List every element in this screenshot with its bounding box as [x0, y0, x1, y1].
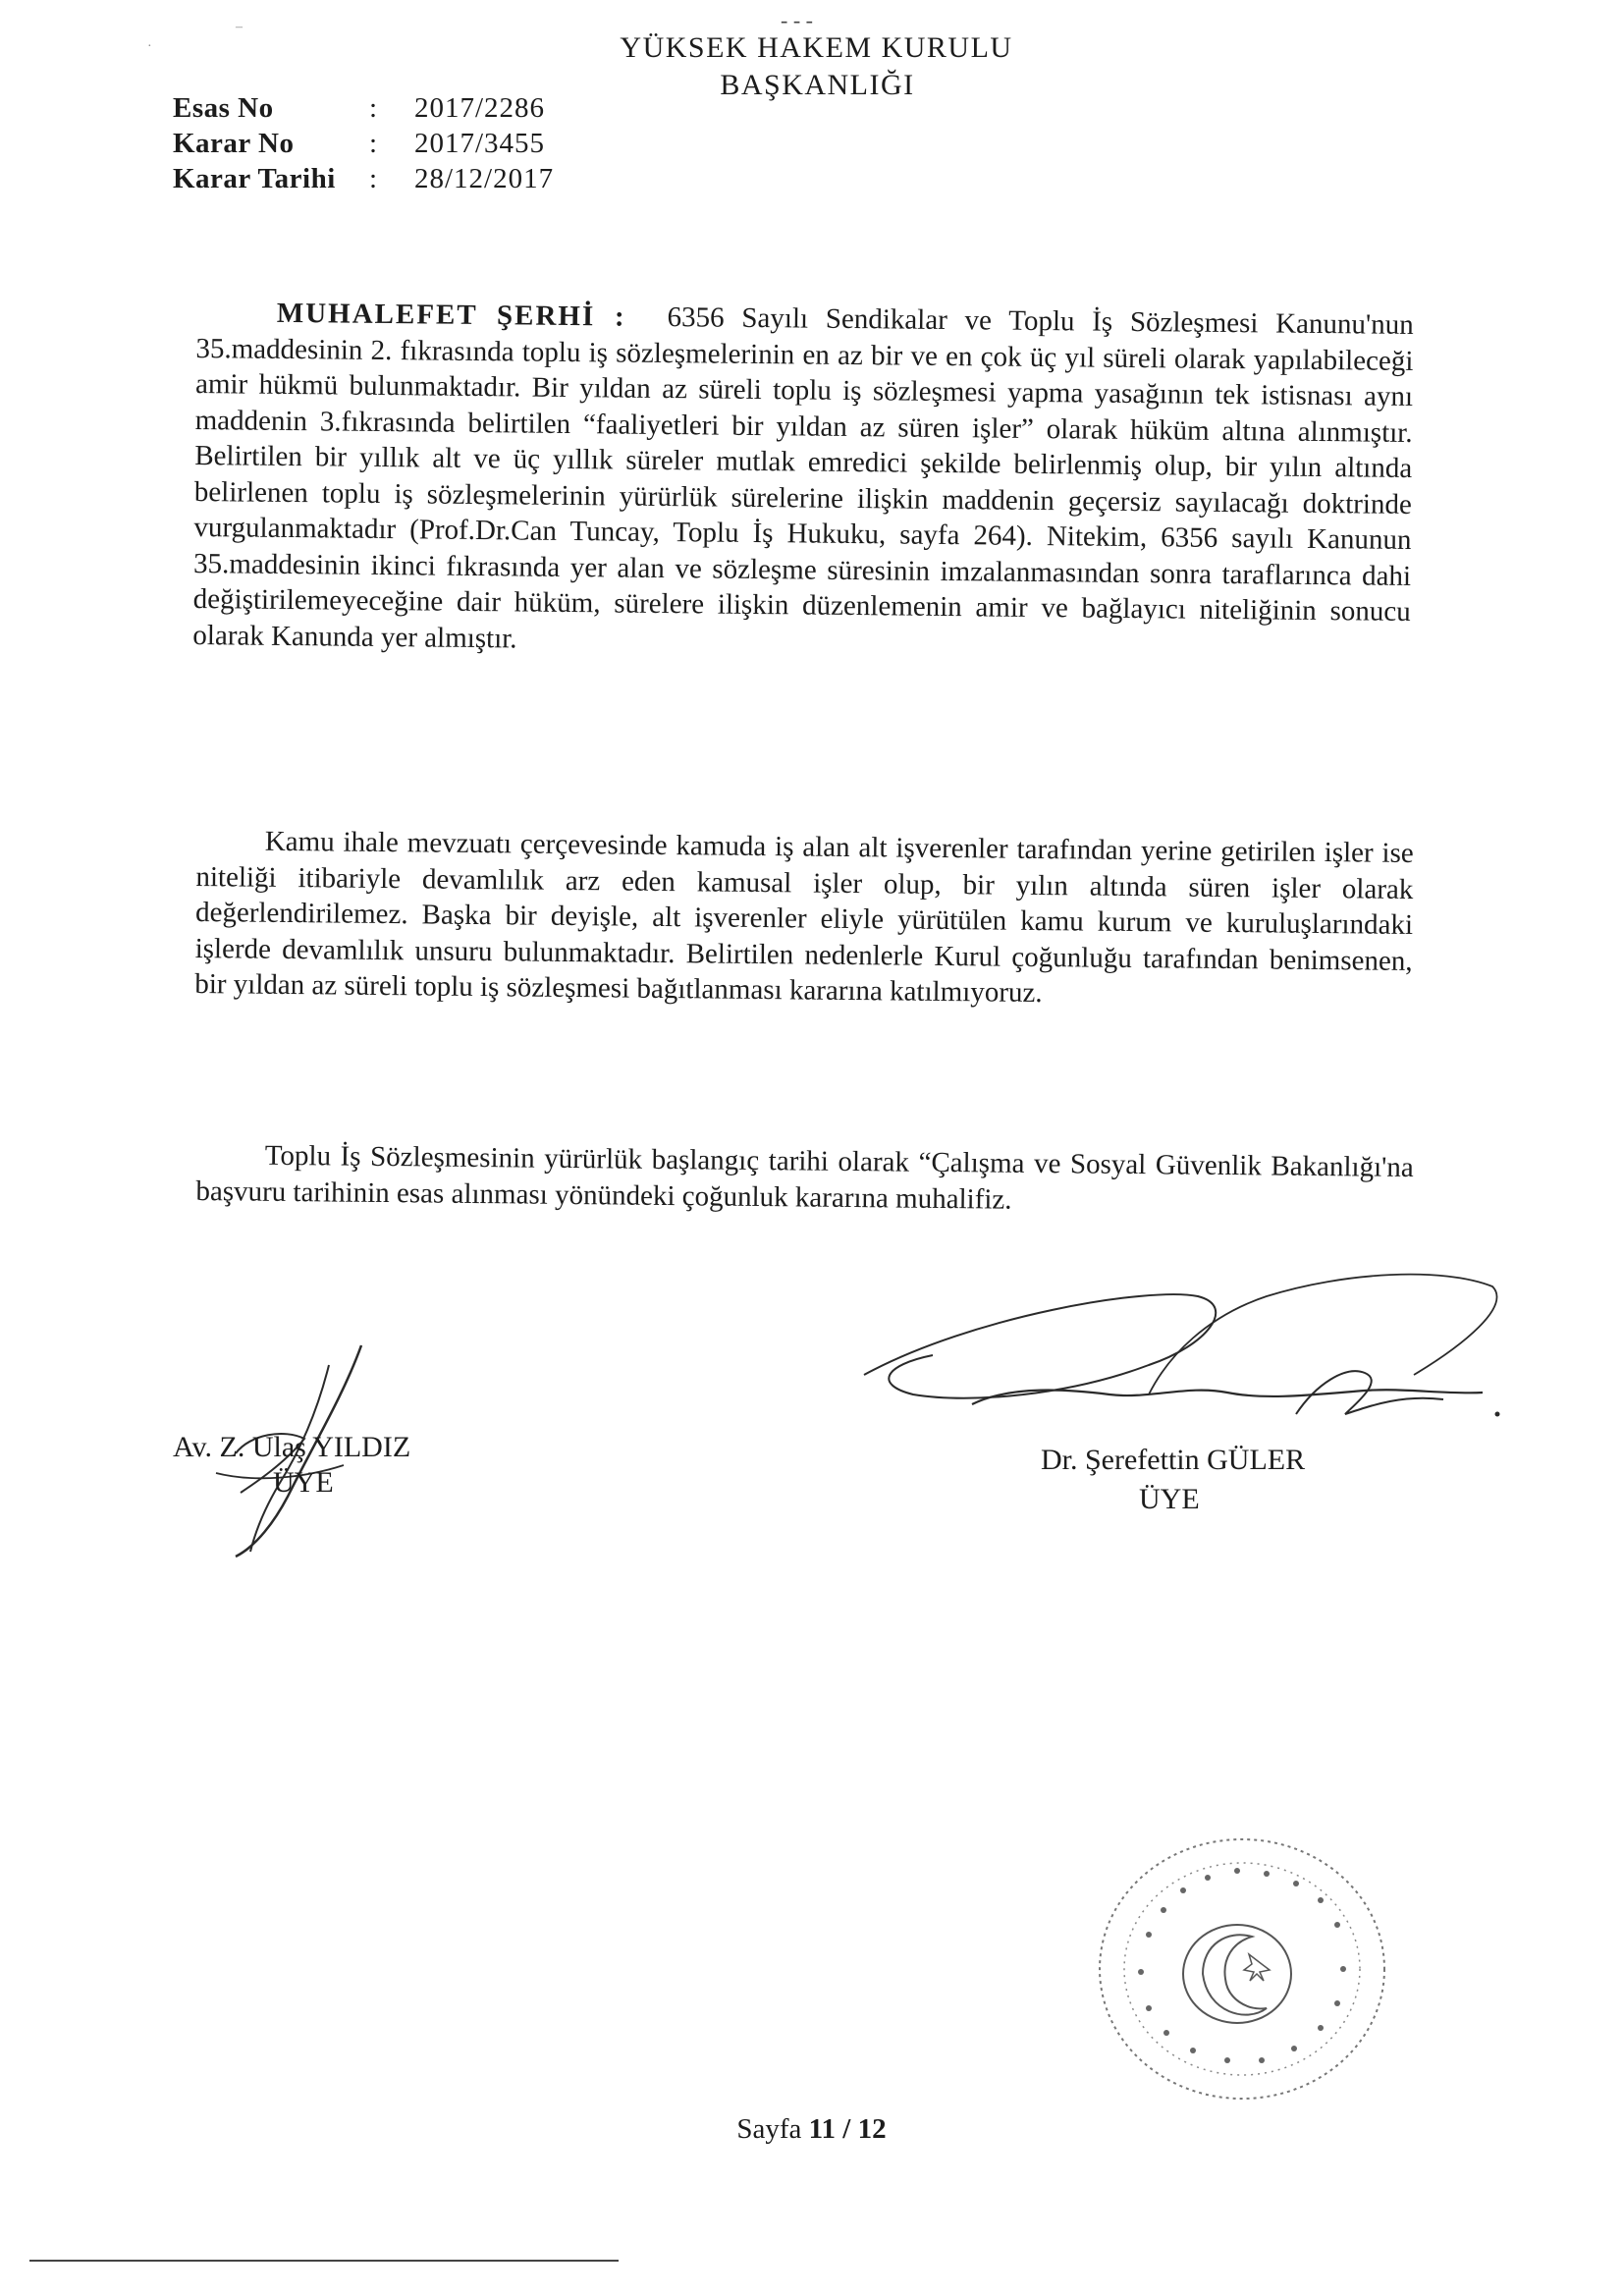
paragraph-public-procurement: [194, 823, 1414, 1014]
esas-label: Esas No: [173, 92, 274, 124]
tarih-row: [173, 161, 554, 196]
dissent-heading: MUHALEFET ŞERHİ :: [276, 297, 626, 333]
colon: :: [369, 128, 378, 159]
paragraph-start-date: [195, 1137, 1414, 1222]
scan-edge-line: [29, 2260, 619, 2262]
karar-row: [173, 126, 554, 161]
esas-value: 2017/2286: [414, 92, 546, 124]
tarih-label: Karar Tarihi: [173, 163, 336, 194]
page-prefix: Sayfa: [736, 2113, 802, 2145]
top-mark: - - -: [781, 8, 813, 32]
official-seal-stamp: [1090, 1827, 1394, 2111]
page-number: [0, 2113, 1623, 2146]
tarih-value: 28/12/2017: [414, 163, 555, 194]
case-metadata: [173, 90, 554, 196]
signatory-left-role: ÜYE: [273, 1466, 334, 1499]
scan-speck: –: [236, 20, 243, 34]
paragraph-text: Kamu ihale mevzuatı çerçevesinde kamuda iş alan alt işverenler tarafından yerine getirilen işler ise niteliği itibariyle devamlılık arz eden kamusal işler olup, bir yılın altında süren işler olarak değerlendirilemez. Başka bir deyişle, alt işverenler eliyle yürütülen kamu kurum ve kuruluşlarındaki işlerde devamlılık unsuru bulunmaktadır. Belirtilen nedenlerle Kurul çoğunluğu tarafından benimsenen, bir yıldan az süreli toplu iş sözleşmesi bağıtlanması kararına katılmıyoruz.: [194, 825, 1414, 1010]
institution-subtitle: BAŞKANLIĞI: [720, 69, 915, 101]
page-count: 11 / 12: [808, 2113, 887, 2145]
handwritten-signature-right: [854, 1257, 1512, 1463]
paragraph-text: Toplu İş Sözleşmesinin yürürlük başlangıç tarihi olarak “Çalışma ve Sosyal Güvenlik Bakanlığı'na başvuru tarihinin esas alınması yönündeki çoğunluk kararına muhalifiz.: [195, 1139, 1414, 1216]
scan-speck: ·: [147, 39, 152, 54]
colon: :: [369, 163, 378, 194]
karar-label: Karar No: [173, 128, 295, 159]
paragraph-text: 6356 Sayılı Sendikalar ve Toplu İş Sözleşmesi Kanunu'nun 35.maddesinin 2. fıkrasında toplu iş sözleşmelerinin en az bir ve en çok üç yıl süreli olarak yapılabileceği amir hükmü bulunmaktadır. Bir yıldan az süreli toplu iş sözleşmesi yapma yasağının tek istisnası aynı maddenin 3.fıkrasında belirtilen “faaliyetleri bir yıldan az süren işler” olarak hüküm altına alınmıştır. Belirtilen bir yıllık alt ve üç yıllık süreler mutlak emredici şekilde belirlenmiş olup, bir yılın altında belirlenen toplu iş sözleşmelerinin yürürlük sürelerine ilişkin maddenin geçersiz sayılacağı doktrinde vurgulanmaktadır (Prof.Dr.Can Tuncay, Toplu İş Hukuku, sayfa 264). Nitekim, 6356 sayılı Kanunun 35.maddesinin ikinci fıkrasında yer alan ve sözleşme süresinin imzalanmasından sonra taraflarınca dahi değiştirilemeyeceğine dair hüküm, sürelere ilişkin düzenlemenin amir ve bağlayıcı niteliğinin sonucu olarak Kanunda yer almıştır.: [192, 301, 1414, 654]
paragraph-dissent: [192, 295, 1414, 666]
signatory-right-role: ÜYE: [1139, 1483, 1200, 1515]
signatory-left-name: Av. Z. Ulaş YILDIZ: [173, 1431, 411, 1463]
colon: :: [369, 92, 378, 124]
esas-row: [173, 90, 554, 126]
institution-title: YÜKSEK HAKEM KURULU: [620, 31, 1013, 64]
signatory-right-name: Dr. Şerefettin GÜLER: [1041, 1444, 1306, 1476]
karar-value: 2017/3455: [414, 128, 546, 159]
